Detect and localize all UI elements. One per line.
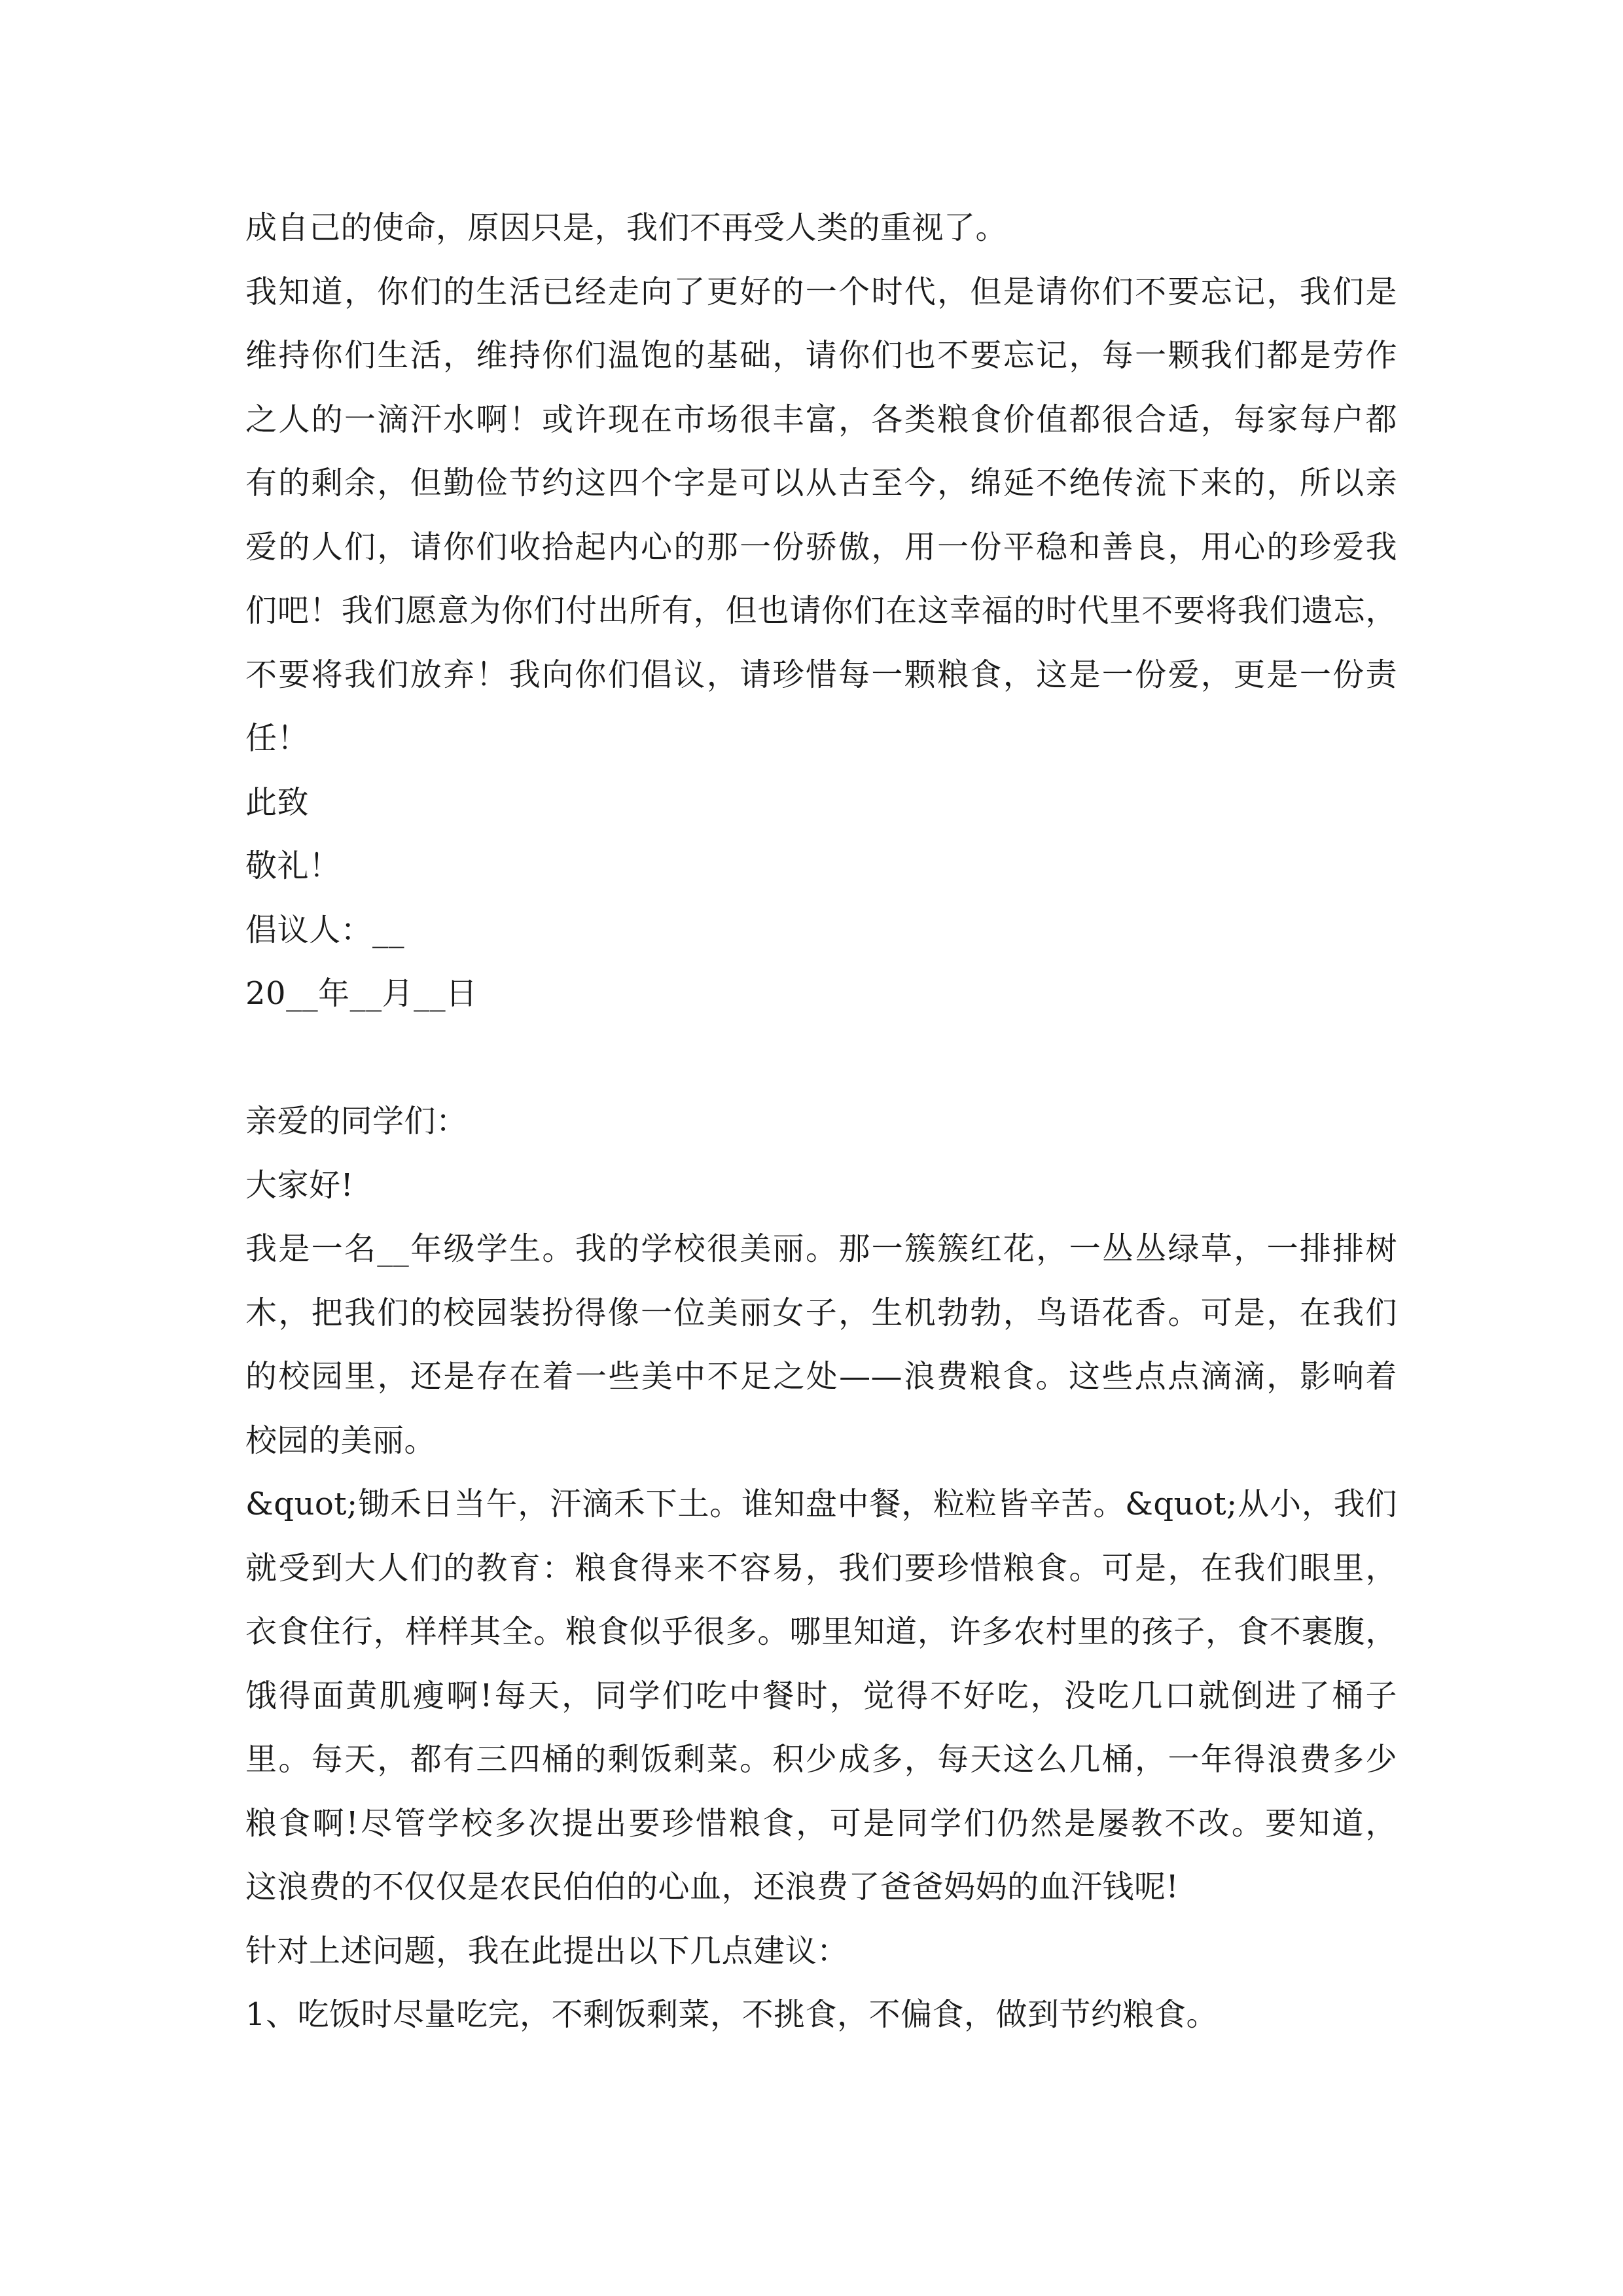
section-gap bbox=[245, 1026, 1397, 1090]
text-line: 衣食住行，样样其全。粮食似乎很多。哪里知道，许多农村里的孩子，食不裹腹， bbox=[245, 1613, 1397, 1650]
signatory-line: 倡议人：__ bbox=[245, 911, 405, 948]
text-line: 爱的人们，请你们收拾起内心的那一份骄傲，用一份平稳和善良，用心的珍爱我 bbox=[245, 528, 1397, 565]
text-line: 这浪费的不仅仅是农民伯伯的心血，还浪费了爸爸妈妈的血汗钱呢! bbox=[245, 1869, 1179, 1905]
date-line: 20__年__月__日 bbox=[245, 975, 478, 1012]
text-line: 不要将我们放弃！我向你们倡议，请珍惜每一颗粮食，这是一份爱，更是一份责 bbox=[245, 656, 1397, 693]
text-line: 我是一名__年级学生。我的学校很美丽。那一簇簇红花，一丛丛绿草，一排排树 bbox=[245, 1230, 1397, 1267]
text-line: 木，把我们的校园装扮得像一位美丽女子，生机勃勃，鸟语花香。可是，在我们 bbox=[245, 1294, 1397, 1331]
text-line: 饿得面黄肌瘦啊!每天，同学们吃中餐时，觉得不好吃，没吃几口就倒进了桶子 bbox=[245, 1677, 1397, 1714]
text-line: 成自己的使命，原因只是，我们不再受人类的重视了。 bbox=[245, 209, 1008, 246]
closing-salutation: 此致 bbox=[245, 783, 310, 821]
text-line: 里。每天，都有三四桶的剩饭剩菜。积少成多，每天这么几桶，一年得浪费多少 bbox=[245, 1741, 1397, 1778]
greeting-line: 大家好! bbox=[245, 1166, 354, 1204]
text-line: 针对上述问题，我在此提出以下几点建议： bbox=[245, 1932, 849, 1969]
greeting-line: 亲爱的同学们： bbox=[245, 1103, 468, 1139]
list-item: 1、吃饭时尽量吃完，不剩饭剩菜，不挑食，不偏食，做到节约粮食。 bbox=[245, 1996, 1219, 2033]
text-line: 之人的一滴汗水啊！或许现在市场很丰富，各类粮食价值都很合适，每家每户都 bbox=[245, 401, 1397, 438]
text-line: 任！ bbox=[245, 720, 310, 757]
text-line: 们吧！我们愿意为你们付出所有，但也请你们在这幸福的时代里不要将我们遗忘， bbox=[245, 592, 1397, 629]
text-line: 的校园里，还是存在着一些美中不足之处——浪费粮食。这些点点滴滴，影响着 bbox=[245, 1358, 1397, 1395]
text-line: &quot;锄禾日当午，汗滴禾下土。谁知盘中餐，粒粒皆辛苦。&quot;从小，我们 bbox=[245, 1486, 1397, 1522]
closing-regards: 敬礼！ bbox=[245, 848, 341, 884]
text-line: 校园的美丽。 bbox=[245, 1422, 437, 1459]
text-line: 粮食啊!尽管学校多次提出要珍惜粮食，可是同学们仍然是屡教不改。要知道， bbox=[245, 1804, 1397, 1842]
text-line: 我知道，你们的生活已经走向了更好的一个时代，但是请你们不要忘记，我们是 bbox=[245, 273, 1397, 310]
text-line: 维持你们生活，维持你们温饱的基础，请你们也不要忘记，每一颗我们都是劳作 bbox=[245, 337, 1397, 374]
document-body bbox=[245, 196, 1397, 2047]
text-line: 就受到大人们的教育：粮食得来不容易，我们要珍惜粮食。可是，在我们眼里， bbox=[245, 1549, 1397, 1587]
text-line: 有的剩余，但勤俭节约这四个字是可以从古至今，绵延不绝传流下来的，所以亲 bbox=[245, 465, 1397, 501]
